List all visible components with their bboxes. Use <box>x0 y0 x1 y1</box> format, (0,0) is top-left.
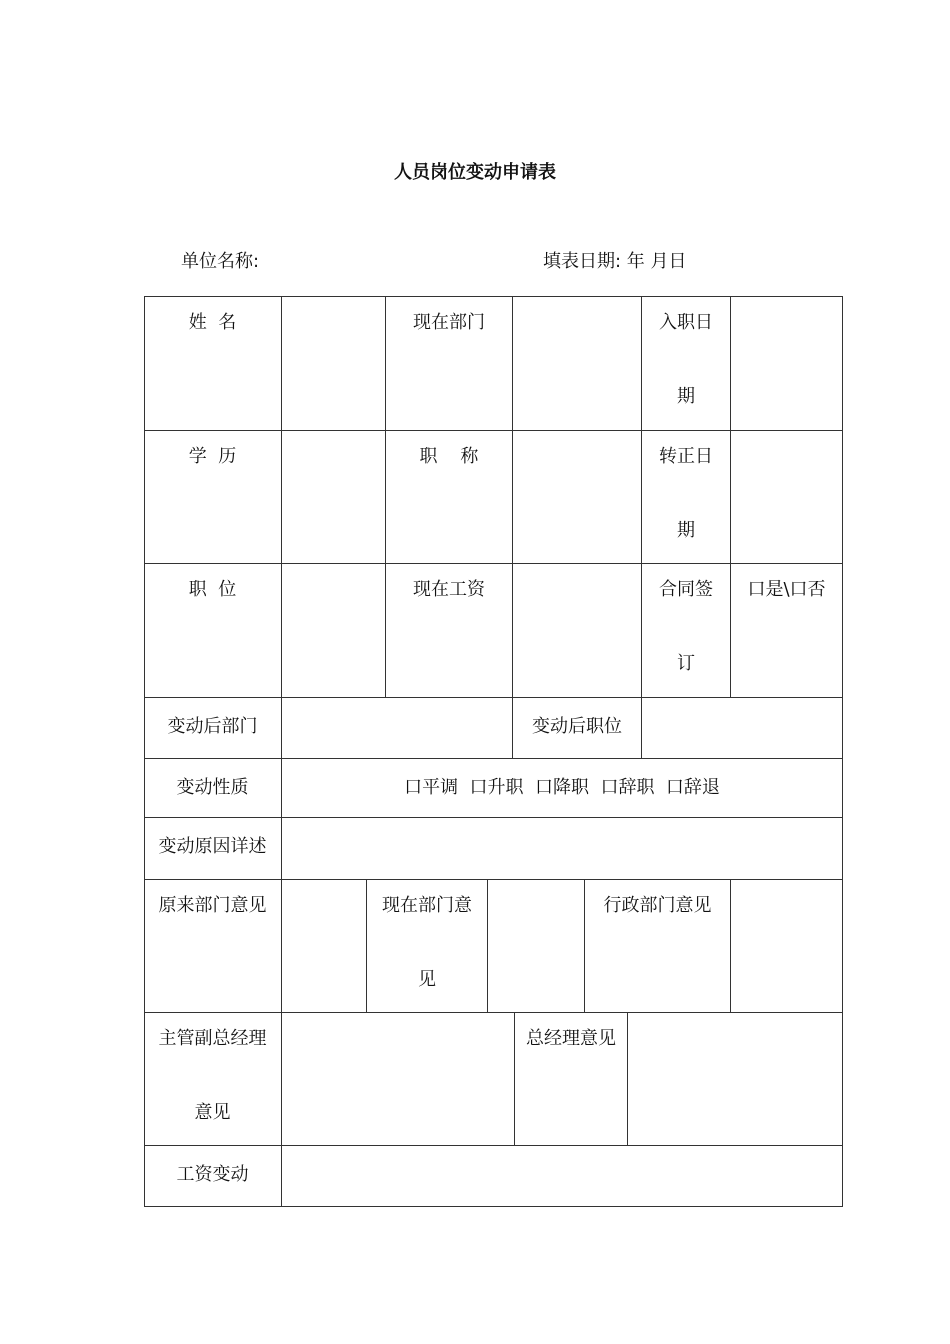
deputy-gm-opinion-label: 主管副总经理意见 <box>158 1028 267 1123</box>
current-salary-label: 现在工资 <box>413 579 485 600</box>
salary-change-label: 工资变动 <box>176 1164 249 1185</box>
gm-opinion-label: 总经理意见 <box>526 1028 616 1049</box>
current-salary-field[interactable] <box>513 564 641 697</box>
grid-line <box>144 1206 843 1207</box>
admin-dept-opinion-label: 行政部门意见 <box>603 895 712 916</box>
change-reason-label: 变动原因详述 <box>158 836 267 857</box>
current-dept-field[interactable] <box>513 297 641 430</box>
new-position-label: 变动后职位 <box>532 716 622 737</box>
original-dept-opinion-label: 原来部门意见 <box>158 895 267 916</box>
position-label: 职 位 <box>188 579 237 600</box>
regular-date-label: 转正日期 <box>659 446 713 541</box>
new-dept-label: 变动后部门 <box>167 716 258 737</box>
current-dept-label: 现在部门 <box>413 312 485 333</box>
deputy-gm-opinion-field[interactable] <box>282 1013 514 1145</box>
change-nature-label: 变动性质 <box>176 777 249 798</box>
entry-date-field[interactable] <box>731 297 842 430</box>
education-field[interactable] <box>282 431 385 563</box>
position-field[interactable] <box>282 564 385 697</box>
change-reason-field[interactable] <box>282 818 842 879</box>
current-dept-opinion-label: 现在部门意见 <box>382 895 472 990</box>
grid-line <box>842 296 843 1207</box>
contract-signed-checkboxes[interactable]: 口是\口否 <box>747 579 826 600</box>
contract-signed-label: 合同签订 <box>659 579 713 674</box>
name-field[interactable] <box>282 297 385 430</box>
unit-name-label: 单位名称: <box>181 251 260 272</box>
name-label: 姓 名 <box>188 312 237 333</box>
fill-date-label: 填表日期: 年 月日 <box>543 251 687 272</box>
page-title: 人员岗位变动申请表 <box>394 162 556 183</box>
education-label: 学 历 <box>188 446 237 467</box>
regular-date-field[interactable] <box>731 431 842 563</box>
change-nature-options[interactable]: 口平调 口升职 口降职 口辞职 口辞退 <box>404 777 720 798</box>
job-title-label: 职 称 <box>419 446 479 467</box>
original-dept-opinion-field[interactable] <box>282 880 366 1012</box>
application-form-table <box>144 296 842 1207</box>
current-dept-opinion-field[interactable] <box>488 880 584 1012</box>
new-dept-field[interactable] <box>282 698 512 758</box>
gm-opinion-field[interactable] <box>628 1013 842 1145</box>
entry-date-label: 入职日期 <box>659 312 713 407</box>
salary-change-field[interactable] <box>282 1146 842 1206</box>
new-position-field[interactable] <box>642 698 842 758</box>
admin-dept-opinion-field[interactable] <box>731 880 842 1012</box>
job-title-field[interactable] <box>513 431 641 563</box>
